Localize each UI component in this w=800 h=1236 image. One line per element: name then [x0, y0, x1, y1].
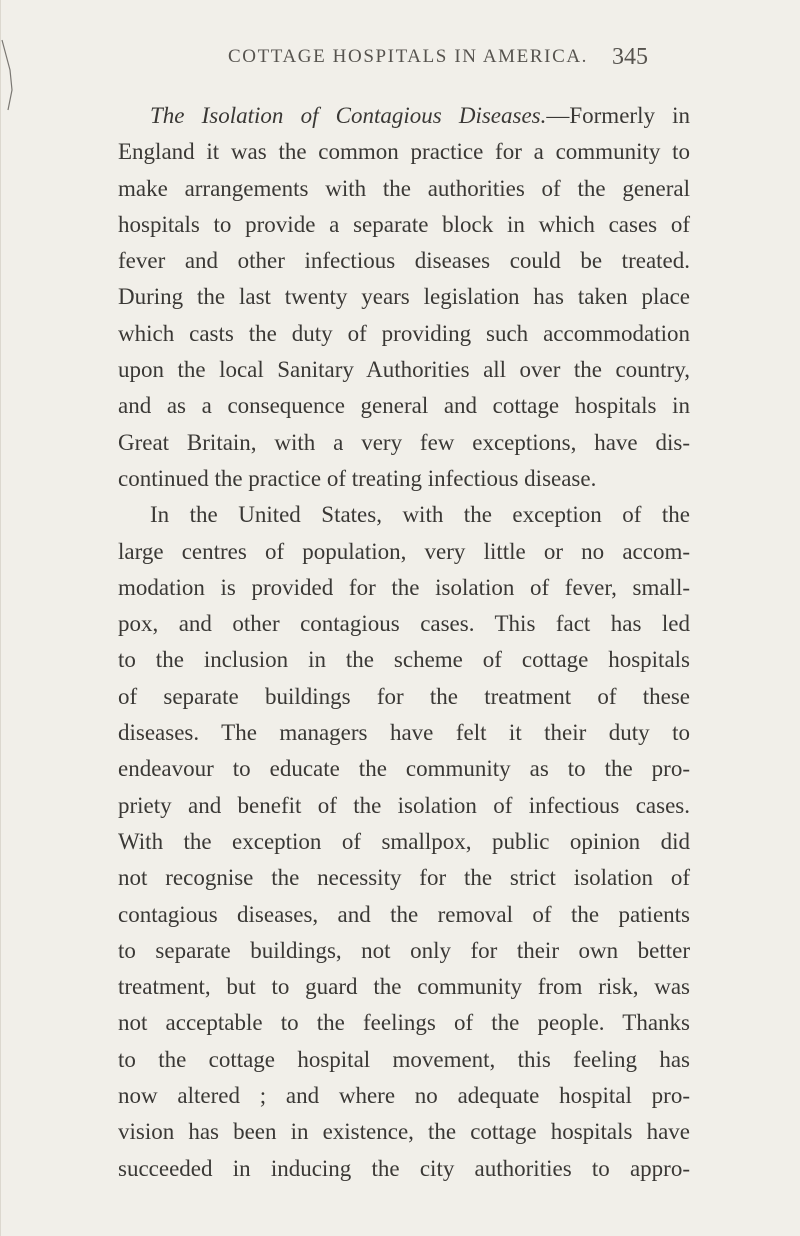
text-line-27: to the cottage hospital movement, this feeling has	[118, 1046, 690, 1072]
text-line-13: large centres of population, very little or no accom-	[118, 538, 690, 564]
text-line-20: priety and benefit of the isolation of infectious cases.	[118, 792, 690, 818]
text-line-5: fever and other infectious diseases could be treated.	[118, 248, 690, 274]
text-line-18: diseases. The managers have felt it their duty to	[118, 720, 690, 746]
text-line-11: continued the practice of treating infectious disease.	[118, 465, 597, 491]
page-edge-mark	[0, 0, 18, 1236]
text-line-19: endeavour to educate the community as to the pro-	[118, 756, 690, 782]
text-line-23: contagious diseases, and the removal of the patients	[118, 901, 690, 927]
text-line-9: and as a consequence general and cottage hospitals in	[118, 393, 690, 419]
text-line-3: make arrangements with the authorities of the general	[118, 175, 690, 201]
text-line-12: In the United States, with the exception of the	[150, 502, 690, 528]
text-line-22: not recognise the necessity for the strict isolation of	[118, 865, 690, 891]
running-head: COTTAGE HOSPITALS IN AMERICA.	[228, 46, 589, 67]
text-line-15: pox, and other contagious cases. This fact has led	[118, 611, 690, 637]
text-line-7: which casts the duty of providing such accommodation	[118, 320, 690, 346]
text-line-8: upon the local Sanitary Authorities all over the country,	[118, 357, 690, 383]
text-line-2: England it was the common practice for a community to	[118, 139, 690, 165]
section-heading: The Isolation of Contagious Diseases.	[150, 103, 547, 128]
text-line-16: to the inclusion in the scheme of cottage hospitals	[118, 647, 690, 673]
text-line-1	[118, 98, 690, 134]
page-number: 345	[612, 44, 648, 70]
text-line-26: not acceptable to the feelings of the people. Thanks	[118, 1010, 690, 1036]
text-line-28: now altered ; and where no adequate hospital pro-	[118, 1083, 690, 1109]
text-line-25: treatment, but to guard the community from risk, was	[118, 974, 690, 1000]
text-line-29: vision has been in existence, the cottage hospitals have	[118, 1119, 690, 1145]
text-line-30: succeeded in inducing the city authorities to appro-	[118, 1155, 690, 1181]
text-line-10: Great Britain, with a very few exceptions, have dis-	[118, 429, 690, 455]
text-line-1-rest: —Formerly in	[546, 103, 690, 128]
text-line-6: During the last twenty years legislation has taken place	[118, 284, 690, 310]
text-line-14: modation is provided for the isolation of fever, small-	[118, 574, 690, 600]
text-line-24: to separate buildings, not only for their own better	[118, 937, 690, 963]
text-line-21: With the exception of smallpox, public opinion did	[118, 828, 690, 854]
body-text	[118, 98, 690, 1187]
text-line-4: hospitals to provide a separate block in which cases of	[118, 211, 690, 237]
text-line-17: of separate buildings for the treatment of these	[118, 683, 690, 709]
